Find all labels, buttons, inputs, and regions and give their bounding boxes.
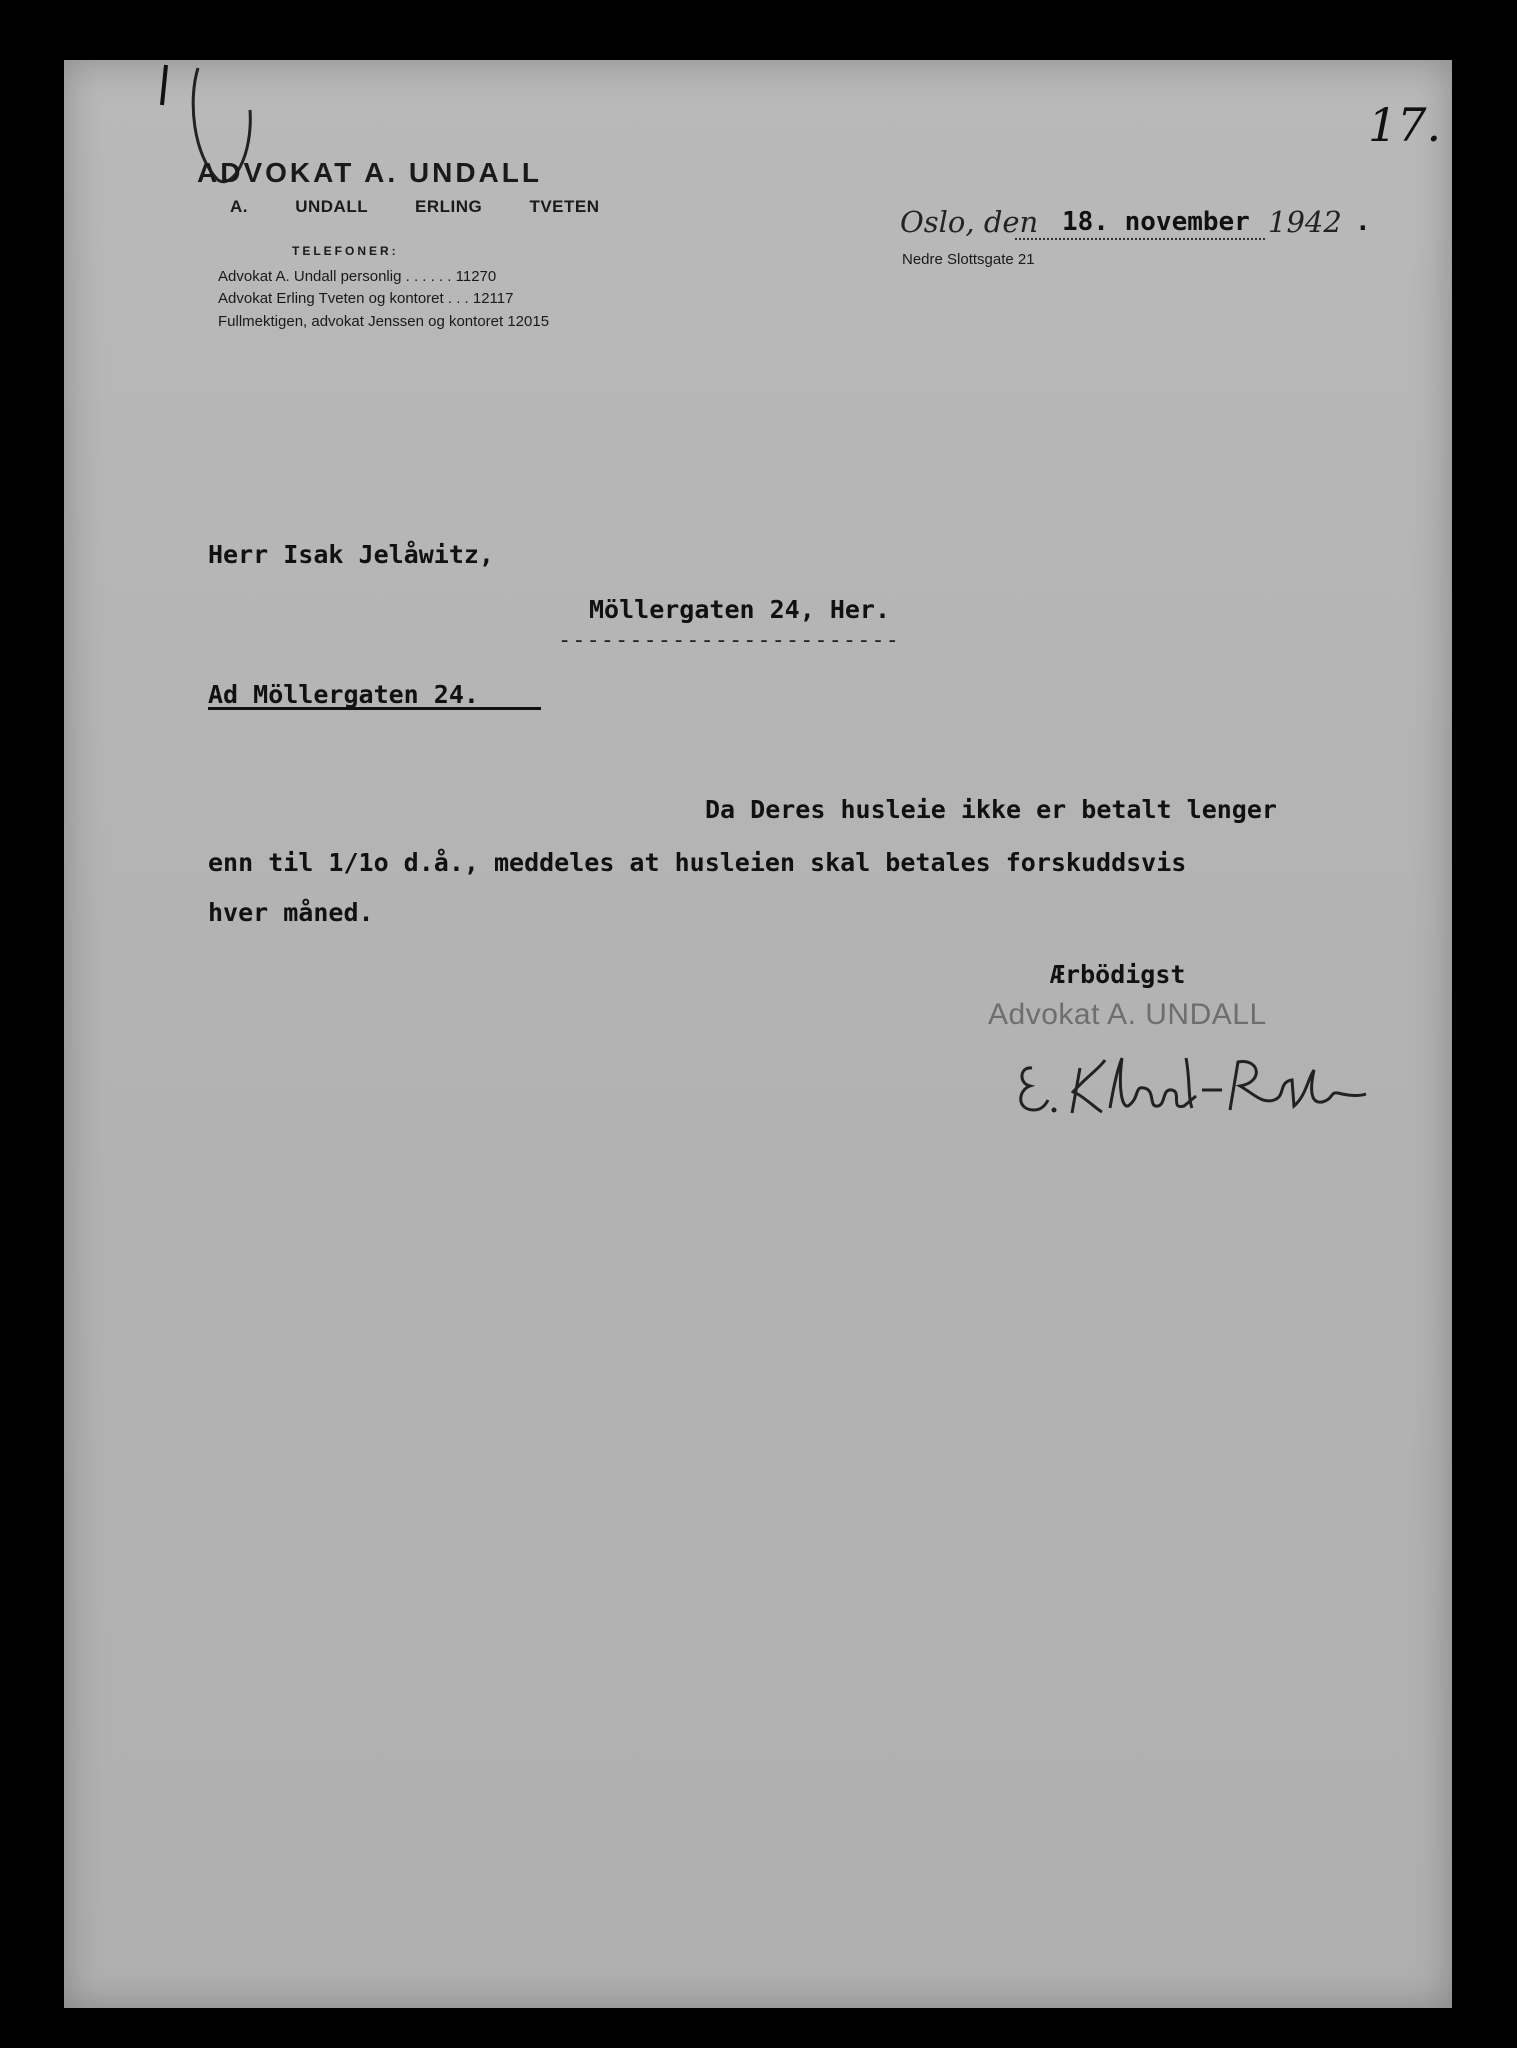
telephones-heading: TELEFONER: bbox=[292, 244, 399, 258]
telephone-line: Advokat Erling Tveten og kontoret . . . 12117 bbox=[218, 290, 514, 307]
recipient-address: Möllergaten 24, Her. bbox=[589, 595, 891, 624]
firm-stamp: Advokat A. UNDALL bbox=[988, 998, 1267, 1031]
letter-page bbox=[64, 60, 1452, 2008]
firm-name: ADVOKAT A. UNDALL bbox=[197, 157, 542, 188]
page-number: 17. bbox=[1368, 98, 1442, 152]
telephone-line: Advokat A. Undall personlig . . . . . . 11270 bbox=[218, 268, 497, 285]
closing: Ærbödigst bbox=[1050, 960, 1186, 989]
body-line: Da Deres husleie ikke er betalt lenger bbox=[705, 795, 1277, 824]
place-line: Oslo, den bbox=[900, 205, 1039, 239]
subject-line: Ad Möllergaten 24. bbox=[208, 680, 479, 709]
subject-underline bbox=[208, 707, 541, 710]
office-address: Nedre Slottsgate 21 bbox=[902, 251, 1035, 268]
letter-year: 1942 bbox=[1268, 205, 1342, 239]
date-dotted-rule bbox=[1015, 238, 1265, 240]
recipient-name: Herr Isak Jelåwitz, bbox=[208, 540, 494, 569]
address-dashed-rule: ------------------------ bbox=[558, 628, 900, 653]
handwritten-signature bbox=[1010, 1038, 1370, 1128]
body-line: hver måned. bbox=[208, 898, 374, 927]
date-period: . bbox=[1355, 207, 1371, 237]
partner-names: A. UNDALL ERLING TVETEN bbox=[230, 197, 600, 216]
letter-date: 18. november bbox=[1062, 207, 1250, 237]
body-line: enn til 1/1o d.å., meddeles at husleien skal betales forskuddsvis bbox=[208, 848, 1187, 877]
telephone-line: Fullmektigen, advokat Jenssen og kontoret 12015 bbox=[218, 313, 550, 330]
